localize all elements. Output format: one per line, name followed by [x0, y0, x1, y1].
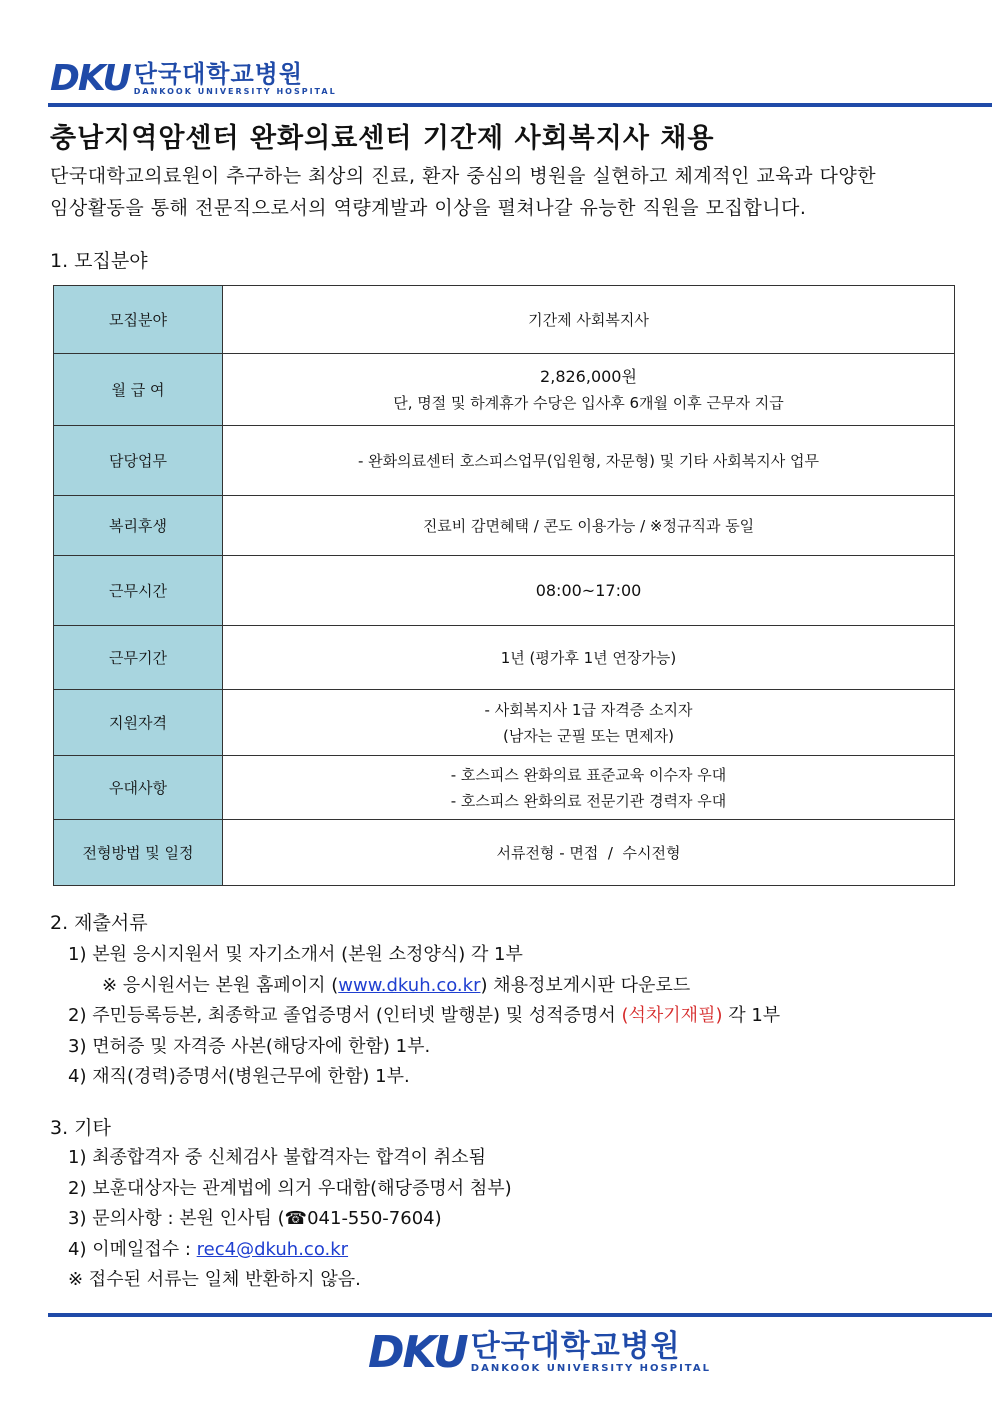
table-row: [54, 426, 955, 496]
documents-list: [68, 940, 780, 1093]
intro-paragraph: [50, 160, 950, 224]
row-value-line: 진료비 감면혜택 / 콘도 이용가능 / ※정규직과 동일: [422, 516, 755, 535]
table-row: [54, 354, 955, 426]
other-list: [68, 1143, 512, 1296]
row-label: 근무시간: [54, 556, 223, 626]
logo-name-english: DANKOOK UNIVERSITY HOSPITAL: [133, 87, 337, 96]
table-row: [54, 820, 955, 886]
table-row: [54, 690, 955, 756]
homepage-link[interactable]: www.dkuh.co.kr: [338, 974, 481, 996]
list-item: 3) 문의사항 : 본원 인사팀 (☎041-550-7604): [68, 1208, 442, 1229]
page-title: 충남지역암센터 완화의료센터 기간제 사회복지사 채용: [50, 123, 715, 154]
table-row: [54, 556, 955, 626]
row-label: 담당업무: [54, 426, 223, 496]
hospital-logo-top: [50, 58, 337, 99]
hospital-logo-bottom: [368, 1327, 711, 1378]
row-value-line: 08:00~17:00: [535, 580, 642, 600]
row-label: 우대사항: [54, 756, 223, 820]
section-heading-documents: 2. 제출서류: [50, 912, 148, 934]
highlight-text: (석차기재필): [621, 1005, 723, 1026]
table-row: [54, 286, 955, 354]
logo-name-korean: 단국대학교병원: [470, 1329, 681, 1364]
list-item: 3) 면허증 및 자격증 사본(해당자에 한함) 1부.: [68, 1035, 431, 1057]
row-value-line: 서류전형 - 면접 / 수시전형: [496, 843, 681, 862]
row-value-line: 2,826,000원: [540, 366, 637, 386]
header-divider: [48, 103, 992, 107]
item-text: 4) 이메일접수 :: [68, 1238, 197, 1260]
list-item: 1) 최종합격자 중 신체검사 불합격자는 합격이 취소됨: [68, 1147, 486, 1168]
row-value: [223, 756, 955, 820]
row-label: 근무기간: [54, 626, 223, 690]
section-heading-other: 3. 기타: [50, 1117, 111, 1139]
list-item: 4) 재직(경력)증명서(병원근무에 한함) 1부.: [68, 1066, 410, 1087]
logo-name-english: DANKOOK UNIVERSITY HOSPITAL: [470, 1363, 711, 1374]
note-text: ※ 응시원서는 본원 홈페이지 (: [102, 974, 339, 996]
row-value-line: - 호스피스 완화의료 표준교육 이수자 우대: [450, 765, 727, 784]
note-text: ) 채용정보게시판 다운로드: [480, 974, 691, 996]
list-item: [68, 1235, 512, 1266]
row-value-line: 단, 명절 및 하계휴가 수당은 입사후 6개월 이후 근무자 지급: [393, 393, 784, 412]
row-value: [223, 426, 955, 496]
dku-logo-mark: DKU: [50, 58, 130, 99]
row-value: [223, 286, 955, 354]
row-value-line: 1년 (평가후 1년 연장가능): [500, 648, 677, 667]
email-link[interactable]: rec4@dkuh.co.kr: [196, 1238, 349, 1260]
row-value-line: 기간제 사회복지사: [528, 310, 649, 329]
row-label: 전형방법 및 일정: [54, 820, 223, 886]
list-item-note: [68, 971, 780, 1002]
row-label: 월 급 여: [54, 354, 223, 426]
table-row: [54, 756, 955, 820]
row-value: [223, 354, 955, 426]
intro-line: 임상활동을 통해 전문직으로서의 역량계발과 이상을 펼쳐나갈 유능한 직원을 모집합니다.: [50, 197, 807, 219]
row-value: [223, 556, 955, 626]
row-label: 모집분야: [54, 286, 223, 354]
row-value: [223, 820, 955, 886]
notice-text: ※ 접수된 서류는 일체 반환하지 않음.: [68, 1269, 361, 1290]
row-label: 지원자격: [54, 690, 223, 756]
row-value: [223, 496, 955, 556]
list-item: 1) 본원 응시지원서 및 자기소개서 (본원 소정양식) 각 1부: [68, 944, 523, 965]
footer-divider: [48, 1313, 992, 1317]
intro-line: 단국대학교의료원이 추구하는 최상의 진료, 환자 중심의 병원을 실현하고 체계적인 교육과 다양한: [50, 165, 877, 187]
row-value: [223, 626, 955, 690]
dku-logo-mark: DKU: [368, 1327, 467, 1378]
list-item: [68, 1001, 780, 1032]
row-value: [223, 690, 955, 756]
row-value-line: - 사회복지사 1급 자격증 소지자: [484, 700, 693, 719]
table-row: [54, 496, 955, 556]
row-label: 복리후생: [54, 496, 223, 556]
item-text: 각 1부: [722, 1005, 781, 1026]
logo-name-korean: 단국대학교병원: [133, 60, 304, 88]
row-value-line: - 완화의료센터 호스피스업무(입원형, 자문형) 및 기타 사회복지사 업무: [358, 451, 819, 470]
row-value-line: (남자는 군필 또는 면제자): [503, 726, 674, 745]
item-text: 2) 주민등록등본, 최종학교 졸업증명서 (인터넷 발행분) 및 성적증명서: [68, 1005, 622, 1026]
recruitment-table: [53, 285, 955, 886]
list-item: 2) 보훈대상자는 관계법에 의거 우대함(해당증명서 첨부): [68, 1177, 512, 1199]
section-heading-recruitment: 1. 모집분야: [50, 250, 148, 272]
row-value-line: - 호스피스 완화의료 전문기관 경력자 우대: [450, 791, 727, 810]
table-row: [54, 626, 955, 690]
